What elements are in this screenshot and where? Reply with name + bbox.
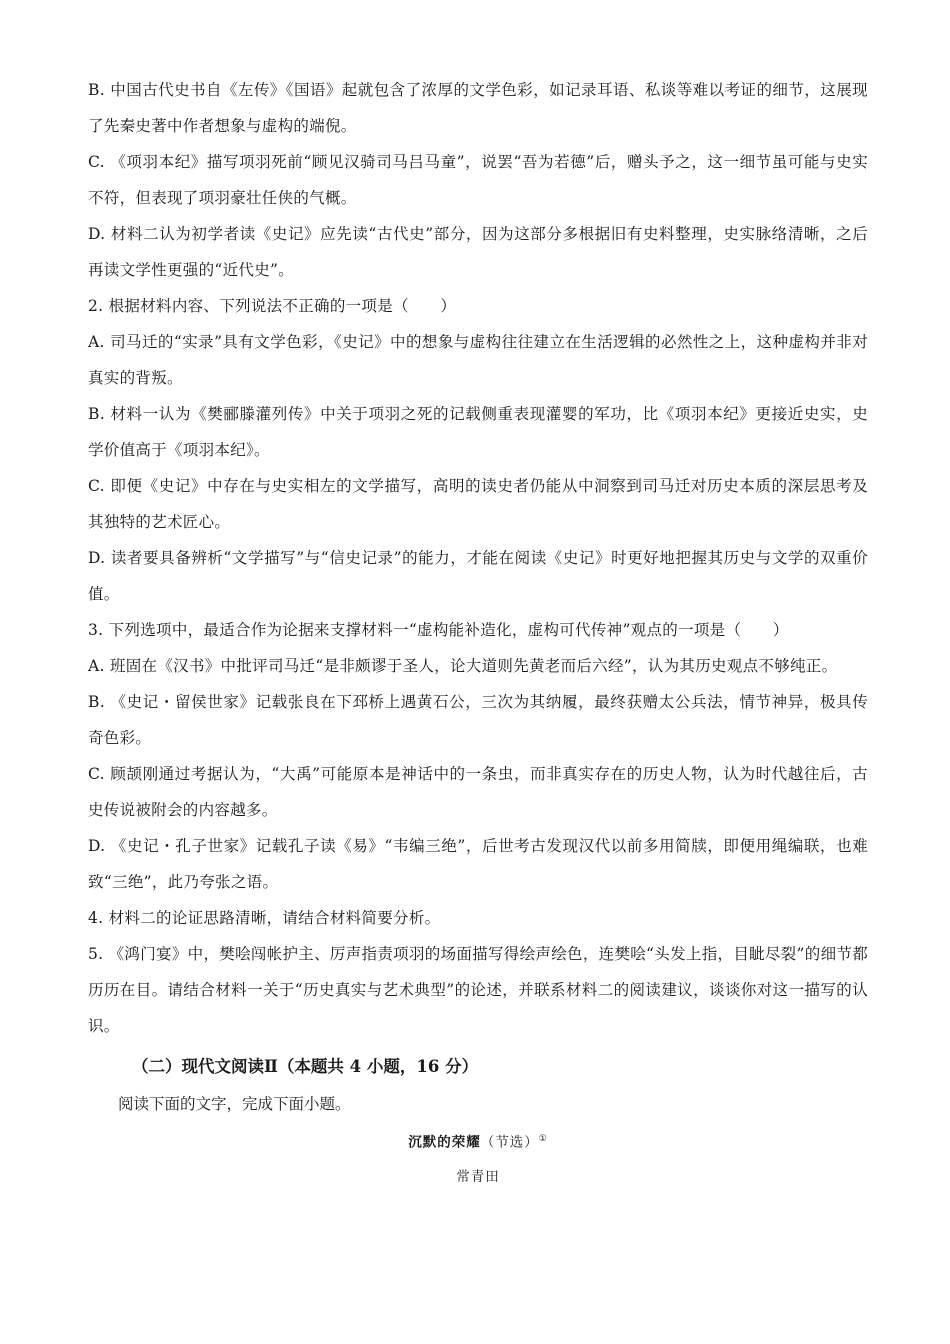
question-stem: 3. 下列选项中，最适合作为论据来支撑材料一“虚构能补造化，虚构可代传神”观点的一项是（ ）: [88, 621, 789, 639]
essay-author: 常青田: [456, 1168, 500, 1185]
essay-title-note: （节选）: [480, 1134, 539, 1151]
question-stem: 4. 材料二的论证思路清晰，请结合材料简要分析。: [88, 909, 441, 927]
answer-option: C. 《项羽本纪》描写项羽死前“顾见汉骑司马吕马童”，说罢“吾为若德”后，赠头予之，这一细节虽可能与史实不符，但表现了项羽豪壮任侠的气概。: [88, 153, 868, 207]
answer-option: B. 材料一认为《樊郦滕灌列传》中关于项羽之死的记载侧重表现灌婴的军功，比《项羽本纪》更接近史实，史学价值高于《项羽本纪》。: [88, 405, 868, 459]
answer-option: A. 班固在《汉书》中批评司马迁“是非颇谬于圣人，论大道则先黄老而后六经”，认为其历史观点不够纯正。: [88, 657, 838, 675]
question-list: [88, 72, 868, 1044]
answer-option: B. 《史记・留侯世家》记载张良在下邳桥上遇黄石公，三次为其纳履，最终获赠太公兵法，情节神异，极具传奇色彩。: [88, 693, 868, 747]
answer-option: D. 《史记・孔子世家》记载孔子读《易》“韦编三绝”，后世考古发现汉代以前多用简牍，即便用绳编联，也难致“三绝”，此乃夸张之语。: [88, 837, 868, 891]
answer-option: C. 即便《史记》中存在与史实相左的文学描写，高明的读史者仍能从中洞察到司马迁对历史本质的深层思考及其独特的艺术匠心。: [88, 477, 868, 531]
answer-option: D. 读者要具备辨析“文学描写”与“信史记录”的能力，才能在阅读《史记》时更好地把握其历史与文学的双重价值。: [88, 549, 868, 603]
footnote-mark: ①: [538, 1134, 548, 1144]
page-content: [88, 72, 868, 1194]
answer-option: D. 材料二认为初学者读《史记》应先读“古代史”部分，因为这部分多根据旧有史料整理，史实脉络清晰，之后再读文学性更强的“近代史”。: [88, 225, 868, 279]
answer-option: C. 顾颉刚通过考据认为，“大禹”可能原本是神话中的一条虫，而非真实存在的历史人物，认为时代越往后，古史传说被附会的内容越多。: [88, 765, 868, 819]
reading-instruction: 阅读下面的文字，完成下面小题。: [118, 1095, 351, 1113]
essay-title: 沉默的荣耀: [408, 1134, 481, 1151]
answer-option: A. 司马迁的“实录”具有文学色彩，《史记》中的想象与虚构往往建立在生活逻辑的必然性之上，这种虚构并非对真实的背叛。: [88, 333, 868, 387]
question-stem: 2. 根据材料内容、下列说法不正确的一项是（ ）: [88, 297, 457, 315]
question-stem: 5. 《鸿门宴》中，樊哙闯帐护主、厉声指责项羽的场面描写得绘声绘色，连樊哙“头发上指，目眦尽裂”的细节都历历在目。请结合材料一关于“历史真实与艺术典型”的论述，并联系材料二的阅读建议，谈谈你对这一描写的认识。: [88, 945, 868, 1035]
section-heading: （二）现代文阅读Ⅱ（本题共 4 小题，16 分）: [132, 1057, 479, 1076]
answer-option: B. 中国古代史书自《左传》《国语》起就包含了浓厚的文学色彩，如记录耳语、私谈等难以考证的细节，这展现了先秦史著中作者想象与虚构的端倪。: [88, 81, 868, 135]
essay-title-line: [88, 1122, 868, 1160]
